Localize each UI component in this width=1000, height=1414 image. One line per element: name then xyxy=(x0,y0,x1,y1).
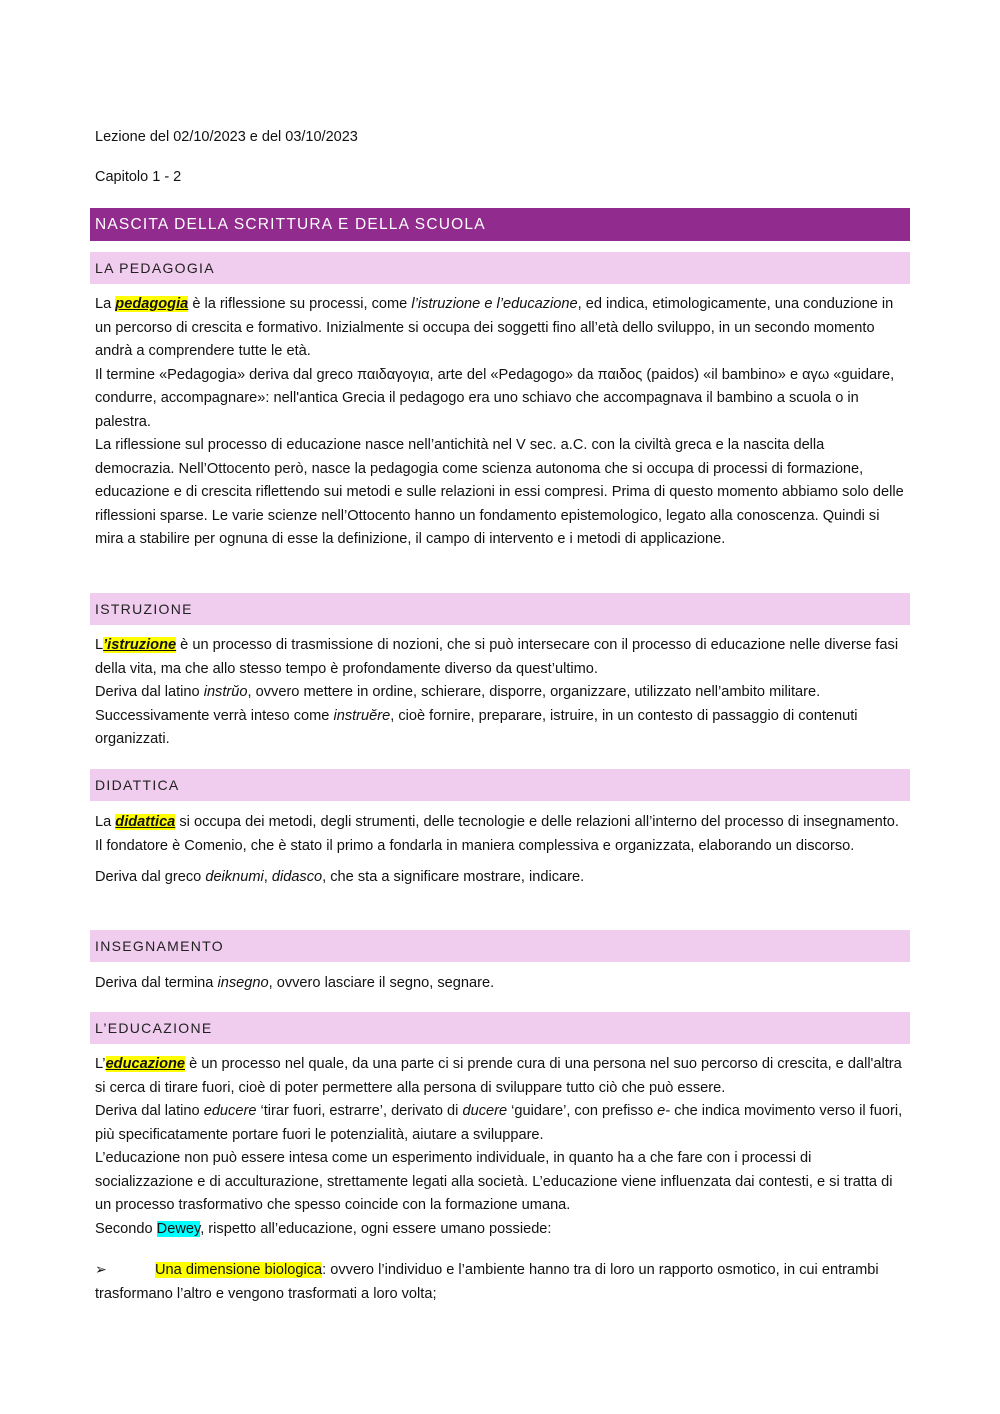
text-run: ‘guidare’, con prefisso xyxy=(507,1103,658,1119)
educazione-paragraph-4 xyxy=(95,1218,907,1242)
text-run: Deriva dal latino xyxy=(95,684,204,700)
italic-term: instruĕre xyxy=(333,707,391,724)
text-run: ‘tirar fuori, estrarre’, derivato di xyxy=(256,1103,463,1119)
section-heading-istruzione: ISTRUZIONE xyxy=(90,593,910,625)
text-run: La xyxy=(95,296,116,312)
educazione-body xyxy=(95,1053,907,1241)
istruzione-body xyxy=(95,634,907,752)
text-run: , cioè fornire, preparare, istruire, in un contesto di passaggio di contenuti organizzati. xyxy=(95,707,858,747)
bullet-item-biologica xyxy=(95,1259,907,1306)
pedagogia-paragraph-3: La riflessione sul processo di educazione nasce nell’antichità nel V sec. a.C. con la civiltà greca e la nascita della democrazia. Nell’Ottocento però, nasce la pedagogia come scienza autonoma che si occupa di processi di formazione, educazione e di crescita riflettendo sui metodi e sulle relazioni in essi compresi. Prima di questo momento abbiamo solo delle riflessioni sparse. Le varie scienze nell’Ottocento hanno un fondamento epistemologico, legato alla conoscenza. Quindi si mira a stabilire per ognuna di esse la definizione, il campo di intervento e i metodi di applicazione. xyxy=(95,437,904,547)
text-run: L xyxy=(95,637,104,653)
author-highlight: Dewey xyxy=(156,1220,201,1237)
text-run: , rispetto all’educazione, ogni essere umano possiede: xyxy=(200,1220,552,1237)
chapter-label: Capitolo 1 - 2 xyxy=(95,169,182,185)
lesson-date: Lezione del 02/10/2023 e del 03/10/2023 xyxy=(95,129,358,145)
section-heading-educazione: L’EDUCAZIONE xyxy=(90,1012,910,1044)
italic-term: ducere xyxy=(462,1103,508,1119)
insegnamento-body xyxy=(95,972,907,996)
italic-term: instrŭo xyxy=(203,684,248,700)
section-heading-insegnamento: INSEGNAMENTO xyxy=(90,930,910,962)
text-run: Deriva dal termina xyxy=(95,975,218,991)
text-run: Deriva dal greco xyxy=(95,869,206,885)
educazione-paragraph-1 xyxy=(95,1053,907,1100)
italic-term: l’istruzione e l’educazione xyxy=(411,296,578,312)
text-run: , xyxy=(263,869,272,885)
keyword-highlight: educazione xyxy=(105,1056,186,1072)
text-run: Secondo xyxy=(95,1220,157,1237)
italic-term: insegno xyxy=(217,975,269,991)
text-run: Deriva dal latino xyxy=(95,1103,204,1119)
pedagogia-paragraph-2: Il termine «Pedagogia» deriva dal greco παιδαγογια, arte del «Pedagogo» da παιδος (paidos) «il bambino» e αγω «guidare, condurre, accompagnare»: nell'antica Grecia il pedagogo era uno schiavo che accompagnava il bambino a scuola o in palestra. xyxy=(95,366,895,430)
section-heading-didattica: DIDATTICA xyxy=(90,769,910,801)
istruzione-paragraph-1 xyxy=(95,634,907,681)
istruzione-paragraph-2 xyxy=(95,681,907,705)
italic-term: deiknumi xyxy=(205,869,264,885)
text-run: si occupa dei metodi, degli strumenti, delle tecnologie e delle relazioni all’interno del processo di insegnamento. Il fondatore è Comenio, che è stato il primo a fondarla in maniera complessiva e organizzata, elaborando un discorso. xyxy=(95,814,899,854)
text-run: , ed indica, etimologicamente, una conduzione in un percorso di crescita e formativo. Inizialmente si occupa dei soggetti fino all’età dello sviluppo, in un secondo momento andrà a comprendere tutte le età. xyxy=(95,296,894,359)
bullet-highlight: Una dimensione biologica xyxy=(155,1262,323,1278)
didattica-body xyxy=(95,811,907,890)
keyword-highlight: didattica xyxy=(115,814,176,830)
keyword-highlight: ’istruzione xyxy=(103,637,177,653)
section-heading-pedagogia: LA PEDAGOGIA xyxy=(90,252,910,284)
text-run: Successivamente verrà inteso come xyxy=(95,707,334,724)
pedagogia-paragraph-1 xyxy=(95,293,907,364)
italic-term: e- xyxy=(657,1103,671,1119)
text-run: che indica movimento verso il fuori, più specificatamente portare fuori le potenzialità, aiutare a sviluppare. xyxy=(95,1103,903,1143)
didattica-paragraph-2 xyxy=(95,866,907,890)
text-run: è un processo di trasmissione di nozioni, che si può intersecare con il processo di educazione nelle diverse fasi della vita, ma che allo stesso tempo è profondamente diverso da quest’ultimo. xyxy=(95,637,899,677)
text-run: è la riflessione su processi, come xyxy=(188,296,412,312)
text-run: , ovvero lasciare il segno, segnare. xyxy=(268,975,495,991)
document-title: NASCITA DELLA SCRITTURA E DELLA SCUOLA xyxy=(90,208,910,241)
text-run: L’ xyxy=(95,1056,106,1072)
educazione-paragraph-2 xyxy=(95,1100,907,1147)
didattica-paragraph-1 xyxy=(95,811,907,858)
educazione-paragraph-3: L’educazione non può essere intesa come un esperimento individuale, in quanto ha a che fare con i processi di socializzazione e di acculturazione, strettamente legati alla società. L’educazione viene influenzata dai contesti, e si tratta di un processo trasformativo che spesso coincide con la formazione umana. xyxy=(95,1150,893,1213)
keyword-highlight: pedagogia xyxy=(115,296,189,312)
pedagogia-body xyxy=(95,293,907,552)
text-run: è un processo nel quale, da una parte ci si prende cura di una persona nel suo percorso di crescita, e dall'altra si cerca di tirare fuori, cioè di poter permettere alla persona di sviluppare tutto ciò che può essere. xyxy=(95,1056,902,1096)
italic-term: didasco xyxy=(271,869,323,885)
text-run: La xyxy=(95,814,116,830)
arrow-bullet-icon: ➢ xyxy=(95,1261,107,1277)
insegnamento-paragraph-1 xyxy=(95,972,907,996)
italic-term: educere xyxy=(203,1103,257,1119)
text-run: , ovvero mettere in ordine, schierare, disporre, organizzare, utilizzato nell’ambito militare. xyxy=(247,684,821,700)
text-run: : ovvero l’individuo e l’ambiente hanno tra di loro un rapporto osmotico, in cui entrambi trasformano l’altro e vengono trasformati a loro volta; xyxy=(95,1262,879,1302)
text-run: , che sta a significare mostrare, indicare. xyxy=(322,869,585,885)
istruzione-paragraph-3 xyxy=(95,705,907,752)
